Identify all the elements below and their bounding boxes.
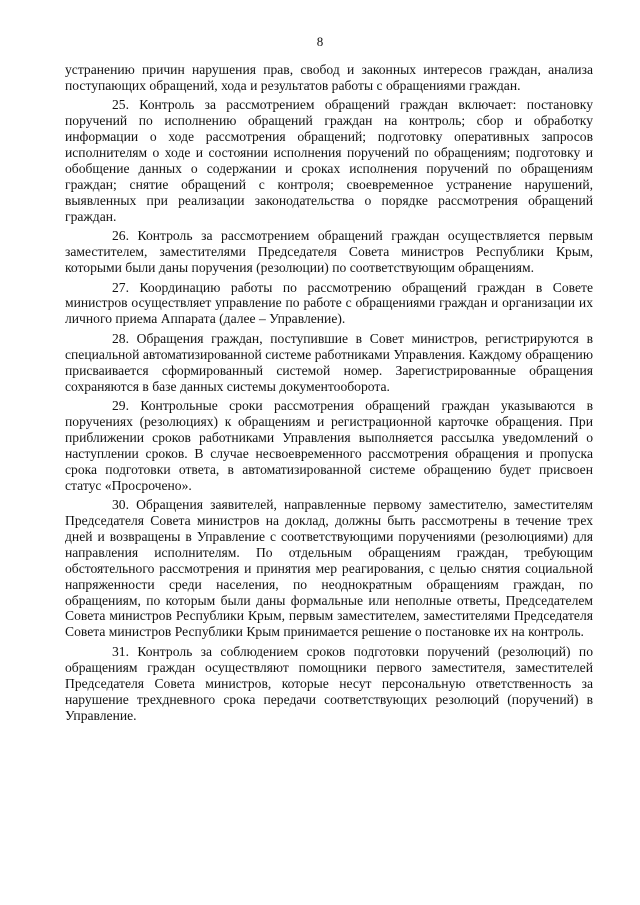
- paragraph-29: 29. Контрольные сроки рассмотрения обращений граждан указываются в поручениях (резолюциях) к обращениям и регистрационной карточке обращения. При приближении сроков работниками Управления выполняется рассылка уведомлений о наступлении сроков. В случае несвоевременного рассмотрения обращения и пропуска срока подготовки ответа, в автоматизированной системе обращению будет присвоен статус «Просрочено».: [65, 398, 593, 493]
- paragraph-continuation: устранению причин нарушения прав, свобод и законных интересов граждан, анализа поступающих обращений, хода и результатов работы с обращениями граждан.: [65, 62, 593, 93]
- paragraph-26: 26. Контроль за рассмотрением обращений граждан осуществляется первым заместителем, заместителями Председателя Совета министров Республики Крым, которыми были даны поручения (резолюции) по соответствующим обращениям.: [65, 228, 593, 276]
- page-number: 8: [316, 34, 324, 49]
- paragraph-30: 30. Обращения заявителей, направленные первому заместителю, заместителям Председателя Совета министров на доклад, должны быть рассмотрены в течение трех дней и возвращены в Управление с соответствующими поручениями (резолюциями) для направления исполнителям. По отдельным обращениям граждан, требующим обстоятельного рассмотрения и принятия мер реагирования, с целью снятия социальной напряженности среди населения, по неоднократным обращениям граждан, по обращениям, по которым были даны формальные или неполные ответы, Председателем Совета министров Республики Крым, первым заместителем, заместителями Председателя Совета министров Республики Крым принимается решение о постановке их на контроль.: [65, 497, 593, 640]
- paragraph-27: 27. Координацию работы по рассмотрению обращений граждан в Совете министров осуществляет управление по работе с обращениями граждан и организации их личного приема Аппарата (далее – Управление).: [65, 279, 593, 327]
- paragraph-25: 25. Контроль за рассмотрением обращений граждан включает: постановку поручений по исполнению обращений граждан на контроль; сбор и обработку информации о ходе рассмотрения обращений; подготовку оперативных запросов исполнителям о ходе и состоянии исполнения поручений по обращениям; подготовку и обобщение данных о содержании и сроках исполнения поручений по обращениям граждан; снятие обращений с контроля; своевременное устранение нарушений, выявленных при реализации законодательства о порядке рассмотрения обращений граждан.: [65, 97, 593, 224]
- paragraph-28: 28. Обращения граждан, поступившие в Совет министров, регистрируются в специальной автоматизированной системе работниками Управления. Каждому обращению присваивается сформированный системой номер. Зарегистрированные обращения сохраняются в базе данных системы документооборота.: [65, 330, 593, 394]
- paragraph-31: 31. Контроль за соблюдением сроков подготовки поручений (резолюций) по обращениям граждан осуществляют помощники первого заместителя, заместителей Председателя Совета министров, которые несут персональную ответственность за нарушение трехдневного срока передачи соответствующих резолюций (поручений) в Управление.: [65, 643, 593, 723]
- document-body: [65, 62, 593, 727]
